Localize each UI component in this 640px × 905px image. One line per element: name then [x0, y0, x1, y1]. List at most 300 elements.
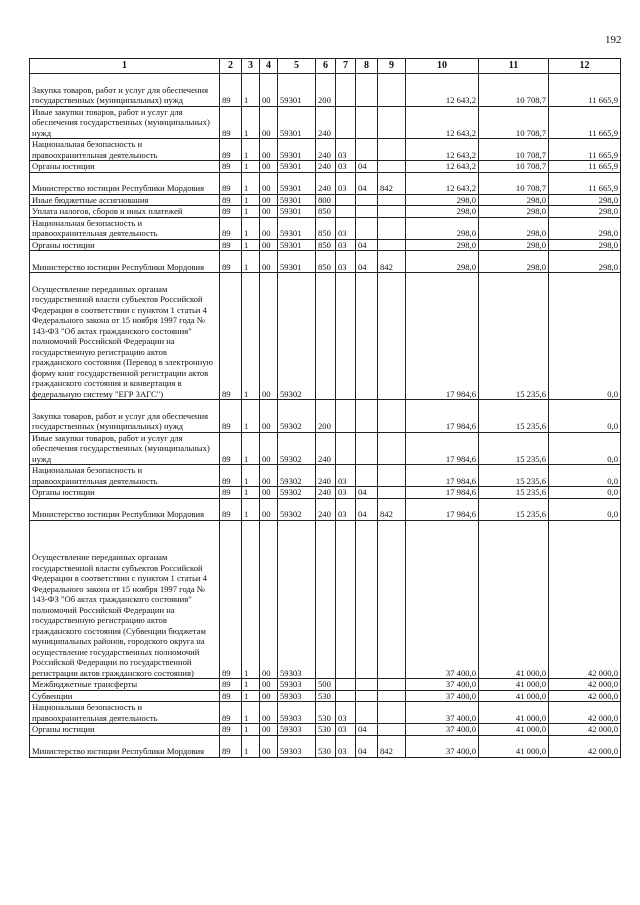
code-cell: 200	[316, 74, 336, 107]
code-cell: 04	[356, 239, 378, 251]
code-cell: 00	[260, 724, 278, 736]
amount-cell: 0,0	[549, 432, 621, 465]
code-cell	[336, 520, 356, 679]
code-cell: 59301	[278, 194, 316, 206]
table-row	[30, 487, 621, 499]
code-cell: 1	[242, 465, 260, 487]
table-row	[30, 498, 621, 520]
amount-cell: 42 000,0	[549, 679, 621, 691]
code-cell: 00	[260, 106, 278, 139]
code-cell: 59303	[278, 702, 316, 724]
amount-cell: 42 000,0	[549, 735, 621, 757]
table-row	[30, 432, 621, 465]
code-cell: 842	[378, 251, 406, 273]
table-row	[30, 702, 621, 724]
code-cell	[378, 161, 406, 173]
code-cell: 00	[260, 251, 278, 273]
code-cell	[356, 217, 378, 239]
amount-cell: 298,0	[549, 239, 621, 251]
code-cell	[336, 206, 356, 218]
item-name-cell: Национальная безопасность и правоохранительная деятельность	[30, 139, 220, 161]
code-cell: 500	[316, 679, 336, 691]
code-cell: 1	[242, 400, 260, 433]
code-cell: 59303	[278, 690, 316, 702]
amount-cell: 12 643,2	[406, 172, 479, 194]
code-cell: 59302	[278, 498, 316, 520]
code-cell: 59303	[278, 679, 316, 691]
column-header: 2	[220, 59, 242, 74]
code-cell: 850	[316, 206, 336, 218]
item-name-cell: Осуществление переданных органам государственной власти субъектов Российской Федерации в соответствии с пунктом 1 статьи 4 Федерального закона от 15 ноября 1997 года № 143-ФЗ "Об актах гражданского состояния" полномочий Российской Федерации на государственную регистрацию актов гражданского состояния (Субвенции бюджетам муниципальных районов, городского округа на осуществление государственных полномочий Российской Федерации по государственной регистрации актов гражданского состояния)	[30, 520, 220, 679]
amount-cell: 42 000,0	[549, 724, 621, 736]
column-header: 8	[356, 59, 378, 74]
code-cell: 59303	[278, 735, 316, 757]
code-cell: 1	[242, 251, 260, 273]
code-cell: 59301	[278, 106, 316, 139]
amount-cell: 298,0	[406, 251, 479, 273]
code-cell: 1	[242, 735, 260, 757]
amount-cell: 0,0	[549, 273, 621, 400]
code-cell: 89	[220, 432, 242, 465]
amount-cell: 298,0	[479, 217, 549, 239]
code-cell: 89	[220, 735, 242, 757]
code-cell: 1	[242, 690, 260, 702]
table-row	[30, 679, 621, 691]
code-cell: 240	[316, 487, 336, 499]
item-name-cell: Иные бюджетные ассигнования	[30, 194, 220, 206]
amount-cell: 41 000,0	[479, 702, 549, 724]
code-cell: 04	[356, 724, 378, 736]
code-cell: 59302	[278, 432, 316, 465]
amount-cell: 12 643,2	[406, 106, 479, 139]
amount-cell: 17 984,6	[406, 432, 479, 465]
code-cell	[378, 702, 406, 724]
code-cell	[378, 106, 406, 139]
code-cell: 89	[220, 194, 242, 206]
code-cell: 240	[316, 161, 336, 173]
table-row	[30, 690, 621, 702]
table-header-row	[30, 59, 621, 74]
amount-cell: 42 000,0	[549, 690, 621, 702]
code-cell	[378, 239, 406, 251]
code-cell	[336, 400, 356, 433]
code-cell: 89	[220, 400, 242, 433]
amount-cell: 10 708,7	[479, 172, 549, 194]
code-cell: 00	[260, 400, 278, 433]
amount-cell: 15 235,6	[479, 400, 549, 433]
code-cell: 00	[260, 702, 278, 724]
code-cell	[378, 273, 406, 400]
table-row	[30, 400, 621, 433]
code-cell	[378, 487, 406, 499]
budget-table	[29, 58, 621, 758]
code-cell: 00	[260, 161, 278, 173]
table-row	[30, 520, 621, 679]
code-cell: 00	[260, 487, 278, 499]
code-cell	[336, 74, 356, 107]
table-row	[30, 106, 621, 139]
code-cell	[336, 194, 356, 206]
amount-cell: 298,0	[549, 206, 621, 218]
code-cell: 1	[242, 161, 260, 173]
table-row	[30, 465, 621, 487]
amount-cell: 15 235,6	[479, 273, 549, 400]
code-cell: 800	[316, 194, 336, 206]
code-cell	[378, 74, 406, 107]
code-cell: 1	[242, 702, 260, 724]
table-row	[30, 74, 621, 107]
code-cell: 850	[316, 251, 336, 273]
item-name-cell: Органы юстиции	[30, 724, 220, 736]
code-cell: 00	[260, 206, 278, 218]
code-cell: 00	[260, 690, 278, 702]
code-cell: 04	[356, 735, 378, 757]
table-row	[30, 724, 621, 736]
code-cell: 59301	[278, 217, 316, 239]
code-cell: 240	[316, 498, 336, 520]
code-cell: 00	[260, 239, 278, 251]
code-cell: 59301	[278, 74, 316, 107]
code-cell: 00	[260, 679, 278, 691]
code-cell	[378, 679, 406, 691]
table-row	[30, 206, 621, 218]
column-header: 5	[278, 59, 316, 74]
code-cell: 240	[316, 139, 336, 161]
code-cell: 89	[220, 487, 242, 499]
item-name-cell: Субвенции	[30, 690, 220, 702]
code-cell: 89	[220, 74, 242, 107]
amount-cell: 17 984,6	[406, 498, 479, 520]
code-cell: 89	[220, 690, 242, 702]
code-cell: 00	[260, 74, 278, 107]
item-name-cell: Иные закупки товаров, работ и услуг для обеспечения государственных (муниципальных) нужд	[30, 106, 220, 139]
code-cell: 04	[356, 498, 378, 520]
code-cell: 59301	[278, 206, 316, 218]
code-cell: 1	[242, 206, 260, 218]
code-cell: 200	[316, 400, 336, 433]
item-name-cell: Иные закупки товаров, работ и услуг для обеспечения государственных (муниципальных) нужд	[30, 432, 220, 465]
code-cell: 89	[220, 679, 242, 691]
code-cell	[378, 400, 406, 433]
code-cell: 03	[336, 735, 356, 757]
amount-cell: 37 400,0	[406, 679, 479, 691]
code-cell: 1	[242, 724, 260, 736]
code-cell: 59301	[278, 239, 316, 251]
amount-cell: 0,0	[549, 487, 621, 499]
code-cell: 240	[316, 106, 336, 139]
item-name-cell: Органы юстиции	[30, 487, 220, 499]
amount-cell: 10 708,7	[479, 74, 549, 107]
amount-cell: 11 665,9	[549, 161, 621, 173]
code-cell	[378, 217, 406, 239]
amount-cell: 10 708,7	[479, 139, 549, 161]
amount-cell: 298,0	[406, 206, 479, 218]
amount-cell: 41 000,0	[479, 679, 549, 691]
code-cell: 530	[316, 724, 336, 736]
item-name-cell: Национальная безопасность и правоохранительная деятельность	[30, 465, 220, 487]
column-header: 7	[336, 59, 356, 74]
code-cell	[378, 432, 406, 465]
item-name-cell: Закупка товаров, работ и услуг для обеспечения государственных (муниципальных) нужд	[30, 400, 220, 433]
code-cell: 59302	[278, 465, 316, 487]
code-cell: 00	[260, 520, 278, 679]
code-cell: 1	[242, 432, 260, 465]
amount-cell: 42 000,0	[549, 702, 621, 724]
item-name-cell: Национальная безопасность и правоохранительная деятельность	[30, 217, 220, 239]
code-cell: 59302	[278, 273, 316, 400]
code-cell: 00	[260, 432, 278, 465]
amount-cell: 298,0	[549, 194, 621, 206]
code-cell: 530	[316, 702, 336, 724]
amount-cell: 12 643,2	[406, 74, 479, 107]
amount-cell: 12 643,2	[406, 139, 479, 161]
code-cell: 00	[260, 498, 278, 520]
code-cell: 842	[378, 498, 406, 520]
code-cell	[378, 724, 406, 736]
column-header: 9	[378, 59, 406, 74]
table-row	[30, 239, 621, 251]
code-cell	[356, 690, 378, 702]
code-cell: 03	[336, 498, 356, 520]
code-cell	[378, 690, 406, 702]
amount-cell: 298,0	[479, 194, 549, 206]
code-cell	[356, 702, 378, 724]
table-row	[30, 194, 621, 206]
code-cell: 842	[378, 172, 406, 194]
amount-cell: 37 400,0	[406, 724, 479, 736]
table-row	[30, 273, 621, 400]
code-cell: 1	[242, 74, 260, 107]
code-cell	[378, 194, 406, 206]
amount-cell: 37 400,0	[406, 690, 479, 702]
code-cell	[356, 465, 378, 487]
code-cell	[356, 432, 378, 465]
code-cell: 240	[316, 432, 336, 465]
amount-cell: 37 400,0	[406, 702, 479, 724]
code-cell: 530	[316, 735, 336, 757]
code-cell: 00	[260, 273, 278, 400]
code-cell	[336, 679, 356, 691]
table-row	[30, 172, 621, 194]
code-cell	[378, 206, 406, 218]
amount-cell: 41 000,0	[479, 690, 549, 702]
amount-cell: 41 000,0	[479, 735, 549, 757]
amount-cell: 298,0	[549, 217, 621, 239]
amount-cell: 41 000,0	[479, 520, 549, 679]
amount-cell: 298,0	[479, 206, 549, 218]
code-cell: 1	[242, 679, 260, 691]
column-header: 10	[406, 59, 479, 74]
code-cell: 03	[336, 251, 356, 273]
code-cell	[378, 520, 406, 679]
amount-cell: 17 984,6	[406, 487, 479, 499]
code-cell: 03	[336, 239, 356, 251]
code-cell	[356, 194, 378, 206]
code-cell: 03	[336, 465, 356, 487]
amount-cell: 41 000,0	[479, 724, 549, 736]
item-name-cell: Органы юстиции	[30, 239, 220, 251]
amount-cell: 298,0	[406, 239, 479, 251]
amount-cell: 298,0	[479, 239, 549, 251]
code-cell: 03	[336, 724, 356, 736]
code-cell: 89	[220, 251, 242, 273]
column-header: 4	[260, 59, 278, 74]
amount-cell: 17 984,6	[406, 400, 479, 433]
code-cell: 1	[242, 139, 260, 161]
code-cell: 850	[316, 239, 336, 251]
code-cell	[356, 679, 378, 691]
code-cell	[336, 690, 356, 702]
item-name-cell: Министерство юстиции Республики Мордовия	[30, 172, 220, 194]
amount-cell: 298,0	[406, 194, 479, 206]
code-cell: 89	[220, 161, 242, 173]
amount-cell: 298,0	[549, 251, 621, 273]
code-cell: 03	[336, 172, 356, 194]
amount-cell: 17 984,6	[406, 273, 479, 400]
item-name-cell: Закупка товаров, работ и услуг для обеспечения государственных (муниципальных) нужд	[30, 74, 220, 107]
code-cell: 1	[242, 172, 260, 194]
amount-cell: 15 235,6	[479, 498, 549, 520]
table-row	[30, 217, 621, 239]
code-cell	[356, 273, 378, 400]
code-cell: 04	[356, 487, 378, 499]
item-name-cell: Министерство юстиции Республики Мордовия	[30, 251, 220, 273]
code-cell	[356, 74, 378, 107]
code-cell: 03	[336, 702, 356, 724]
code-cell: 89	[220, 498, 242, 520]
code-cell	[356, 400, 378, 433]
code-cell: 03	[336, 161, 356, 173]
amount-cell: 11 665,9	[549, 172, 621, 194]
code-cell: 04	[356, 172, 378, 194]
code-cell: 850	[316, 217, 336, 239]
code-cell: 1	[242, 194, 260, 206]
code-cell: 89	[220, 139, 242, 161]
code-cell	[316, 520, 336, 679]
amount-cell: 11 665,9	[549, 106, 621, 139]
amount-cell: 15 235,6	[479, 432, 549, 465]
table-row	[30, 735, 621, 757]
column-header: 11	[479, 59, 549, 74]
code-cell: 00	[260, 172, 278, 194]
amount-cell: 37 400,0	[406, 520, 479, 679]
amount-cell: 0,0	[549, 400, 621, 433]
column-header: 6	[316, 59, 336, 74]
code-cell: 1	[242, 498, 260, 520]
amount-cell: 12 643,2	[406, 161, 479, 173]
code-cell: 1	[242, 239, 260, 251]
code-cell: 00	[260, 139, 278, 161]
item-name-cell: Министерство юстиции Республики Мордовия	[30, 735, 220, 757]
code-cell: 842	[378, 735, 406, 757]
item-name-cell: Уплата налогов, сборов и иных платежей	[30, 206, 220, 218]
amount-cell: 298,0	[406, 217, 479, 239]
item-name-cell: Министерство юстиции Республики Мордовия	[30, 498, 220, 520]
code-cell	[336, 273, 356, 400]
table-row	[30, 161, 621, 173]
column-header: 12	[549, 59, 621, 74]
table-row	[30, 139, 621, 161]
code-cell: 59301	[278, 172, 316, 194]
code-cell: 530	[316, 690, 336, 702]
item-name-cell: Межбюджетные трансферты	[30, 679, 220, 691]
amount-cell: 37 400,0	[406, 735, 479, 757]
amount-cell: 298,0	[479, 251, 549, 273]
code-cell: 89	[220, 239, 242, 251]
item-name-cell: Осуществление переданных органам государственной власти субъектов Российской Федерации в соответствии с пунктом 1 статьи 4 Федерального закона от 15 ноября 1997 года № 143-ФЗ "Об актах гражданского состояния" полномочий Российской Федерации на государственную регистрацию актов гражданского состояния (Перевод в электронную форму книг государственной регистрации актов гражданского состояния и конвертация в федеральную систему "ЕГР ЗАГС")	[30, 273, 220, 400]
amount-cell: 17 984,6	[406, 465, 479, 487]
code-cell: 240	[316, 172, 336, 194]
code-cell: 89	[220, 106, 242, 139]
code-cell: 03	[336, 139, 356, 161]
code-cell: 04	[356, 251, 378, 273]
code-cell	[378, 139, 406, 161]
code-cell: 03	[336, 487, 356, 499]
code-cell: 89	[220, 520, 242, 679]
code-cell: 89	[220, 702, 242, 724]
code-cell: 00	[260, 735, 278, 757]
amount-cell: 11 665,9	[549, 139, 621, 161]
code-cell: 59301	[278, 161, 316, 173]
amount-cell: 42 000,0	[549, 520, 621, 679]
code-cell: 59301	[278, 139, 316, 161]
code-cell	[336, 106, 356, 139]
code-cell: 89	[220, 724, 242, 736]
code-cell: 240	[316, 465, 336, 487]
amount-cell: 10 708,7	[479, 161, 549, 173]
item-name-cell: Национальная безопасность и правоохранительная деятельность	[30, 702, 220, 724]
amount-cell: 10 708,7	[479, 106, 549, 139]
amount-cell: 15 235,6	[479, 487, 549, 499]
code-cell: 04	[356, 161, 378, 173]
code-cell: 59302	[278, 400, 316, 433]
code-cell: 1	[242, 217, 260, 239]
code-cell	[356, 139, 378, 161]
code-cell: 89	[220, 465, 242, 487]
amount-cell: 11 665,9	[549, 74, 621, 107]
code-cell: 1	[242, 487, 260, 499]
code-cell: 00	[260, 465, 278, 487]
code-cell: 89	[220, 273, 242, 400]
code-cell: 89	[220, 172, 242, 194]
code-cell: 89	[220, 217, 242, 239]
code-cell	[356, 520, 378, 679]
amount-cell: 0,0	[549, 498, 621, 520]
amount-cell: 0,0	[549, 465, 621, 487]
column-header: 3	[242, 59, 260, 74]
code-cell: 00	[260, 217, 278, 239]
code-cell: 59302	[278, 487, 316, 499]
code-cell: 89	[220, 206, 242, 218]
code-cell	[356, 106, 378, 139]
code-cell: 59303	[278, 724, 316, 736]
page-number: 192	[605, 34, 622, 46]
code-cell: 1	[242, 273, 260, 400]
code-cell: 1	[242, 106, 260, 139]
code-cell	[378, 465, 406, 487]
table-row	[30, 251, 621, 273]
code-cell	[336, 432, 356, 465]
code-cell: 00	[260, 194, 278, 206]
code-cell: 59301	[278, 251, 316, 273]
code-cell	[316, 273, 336, 400]
code-cell: 1	[242, 520, 260, 679]
column-header: 1	[30, 59, 220, 74]
code-cell	[356, 206, 378, 218]
code-cell: 59303	[278, 520, 316, 679]
amount-cell: 15 235,6	[479, 465, 549, 487]
item-name-cell: Органы юстиции	[30, 161, 220, 173]
